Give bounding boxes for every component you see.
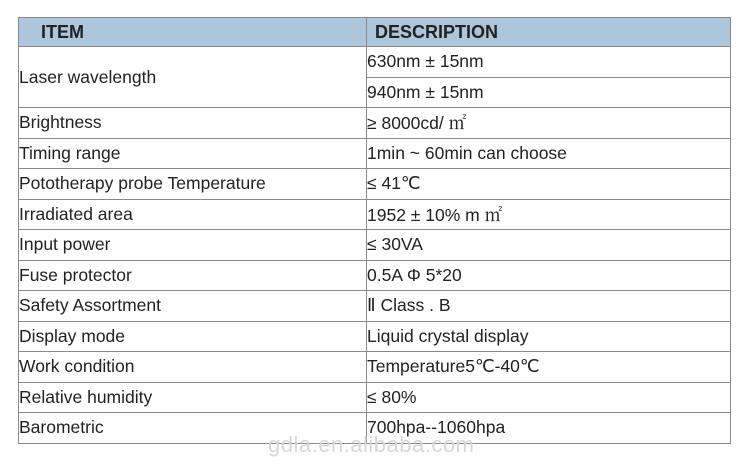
row-desc: 1952 ± 10% m ㎡: [367, 199, 731, 230]
table-row: [19, 169, 731, 200]
row-desc: 1min ~ 60min can choose: [367, 138, 731, 169]
row-item: Pototherapy probe Temperature: [19, 169, 367, 200]
spec-table: [18, 17, 731, 444]
header-row: [19, 18, 731, 47]
row-desc: 0.5A Φ 5*20: [367, 260, 731, 291]
row-desc-wavelength-2: 940nm ± 15nm: [367, 77, 731, 108]
table-row: [19, 199, 731, 230]
table-row: [19, 138, 731, 169]
row-desc: ≤ 80%: [367, 382, 731, 413]
row-desc: ≤ 41℃: [367, 169, 731, 200]
watermark: gdla.en.alibaba.com: [268, 432, 475, 457]
row-item: Barometric: [19, 413, 367, 444]
table-row: [19, 260, 731, 291]
row-desc: 700hpa--1060hpa: [367, 413, 731, 444]
row-item: Display mode: [19, 321, 367, 352]
table-row: [19, 382, 731, 413]
row-item: Safety Assortment: [19, 291, 367, 322]
row-item: Input power: [19, 230, 367, 261]
row-item-laser-wavelength: Laser wavelength: [19, 47, 367, 108]
table-row: [19, 108, 731, 139]
table-row: [19, 321, 731, 352]
row-item: Relative humidity: [19, 382, 367, 413]
row-desc: Temperature5℃-40℃: [367, 352, 731, 383]
table-row: [19, 291, 731, 322]
row-desc: ≤ 30VA: [367, 230, 731, 261]
row-desc: Liquid crystal display: [367, 321, 731, 352]
table-row: [19, 352, 731, 383]
row-item: Irradiated area: [19, 199, 367, 230]
row-desc: Ⅱ Class . B: [367, 291, 731, 322]
table-row: [19, 230, 731, 261]
row-item: Fuse protector: [19, 260, 367, 291]
header-item: ITEM: [19, 18, 367, 47]
row-item: Timing range: [19, 138, 367, 169]
header-description: DESCRIPTION: [367, 18, 731, 47]
row-desc: ≥ 8000cd/ ㎡: [367, 108, 731, 139]
row-item: Brightness: [19, 108, 367, 139]
row-item: Work condition: [19, 352, 367, 383]
row-desc-wavelength-1: 630nm ± 15nm: [367, 47, 731, 78]
table-row: [19, 47, 731, 78]
